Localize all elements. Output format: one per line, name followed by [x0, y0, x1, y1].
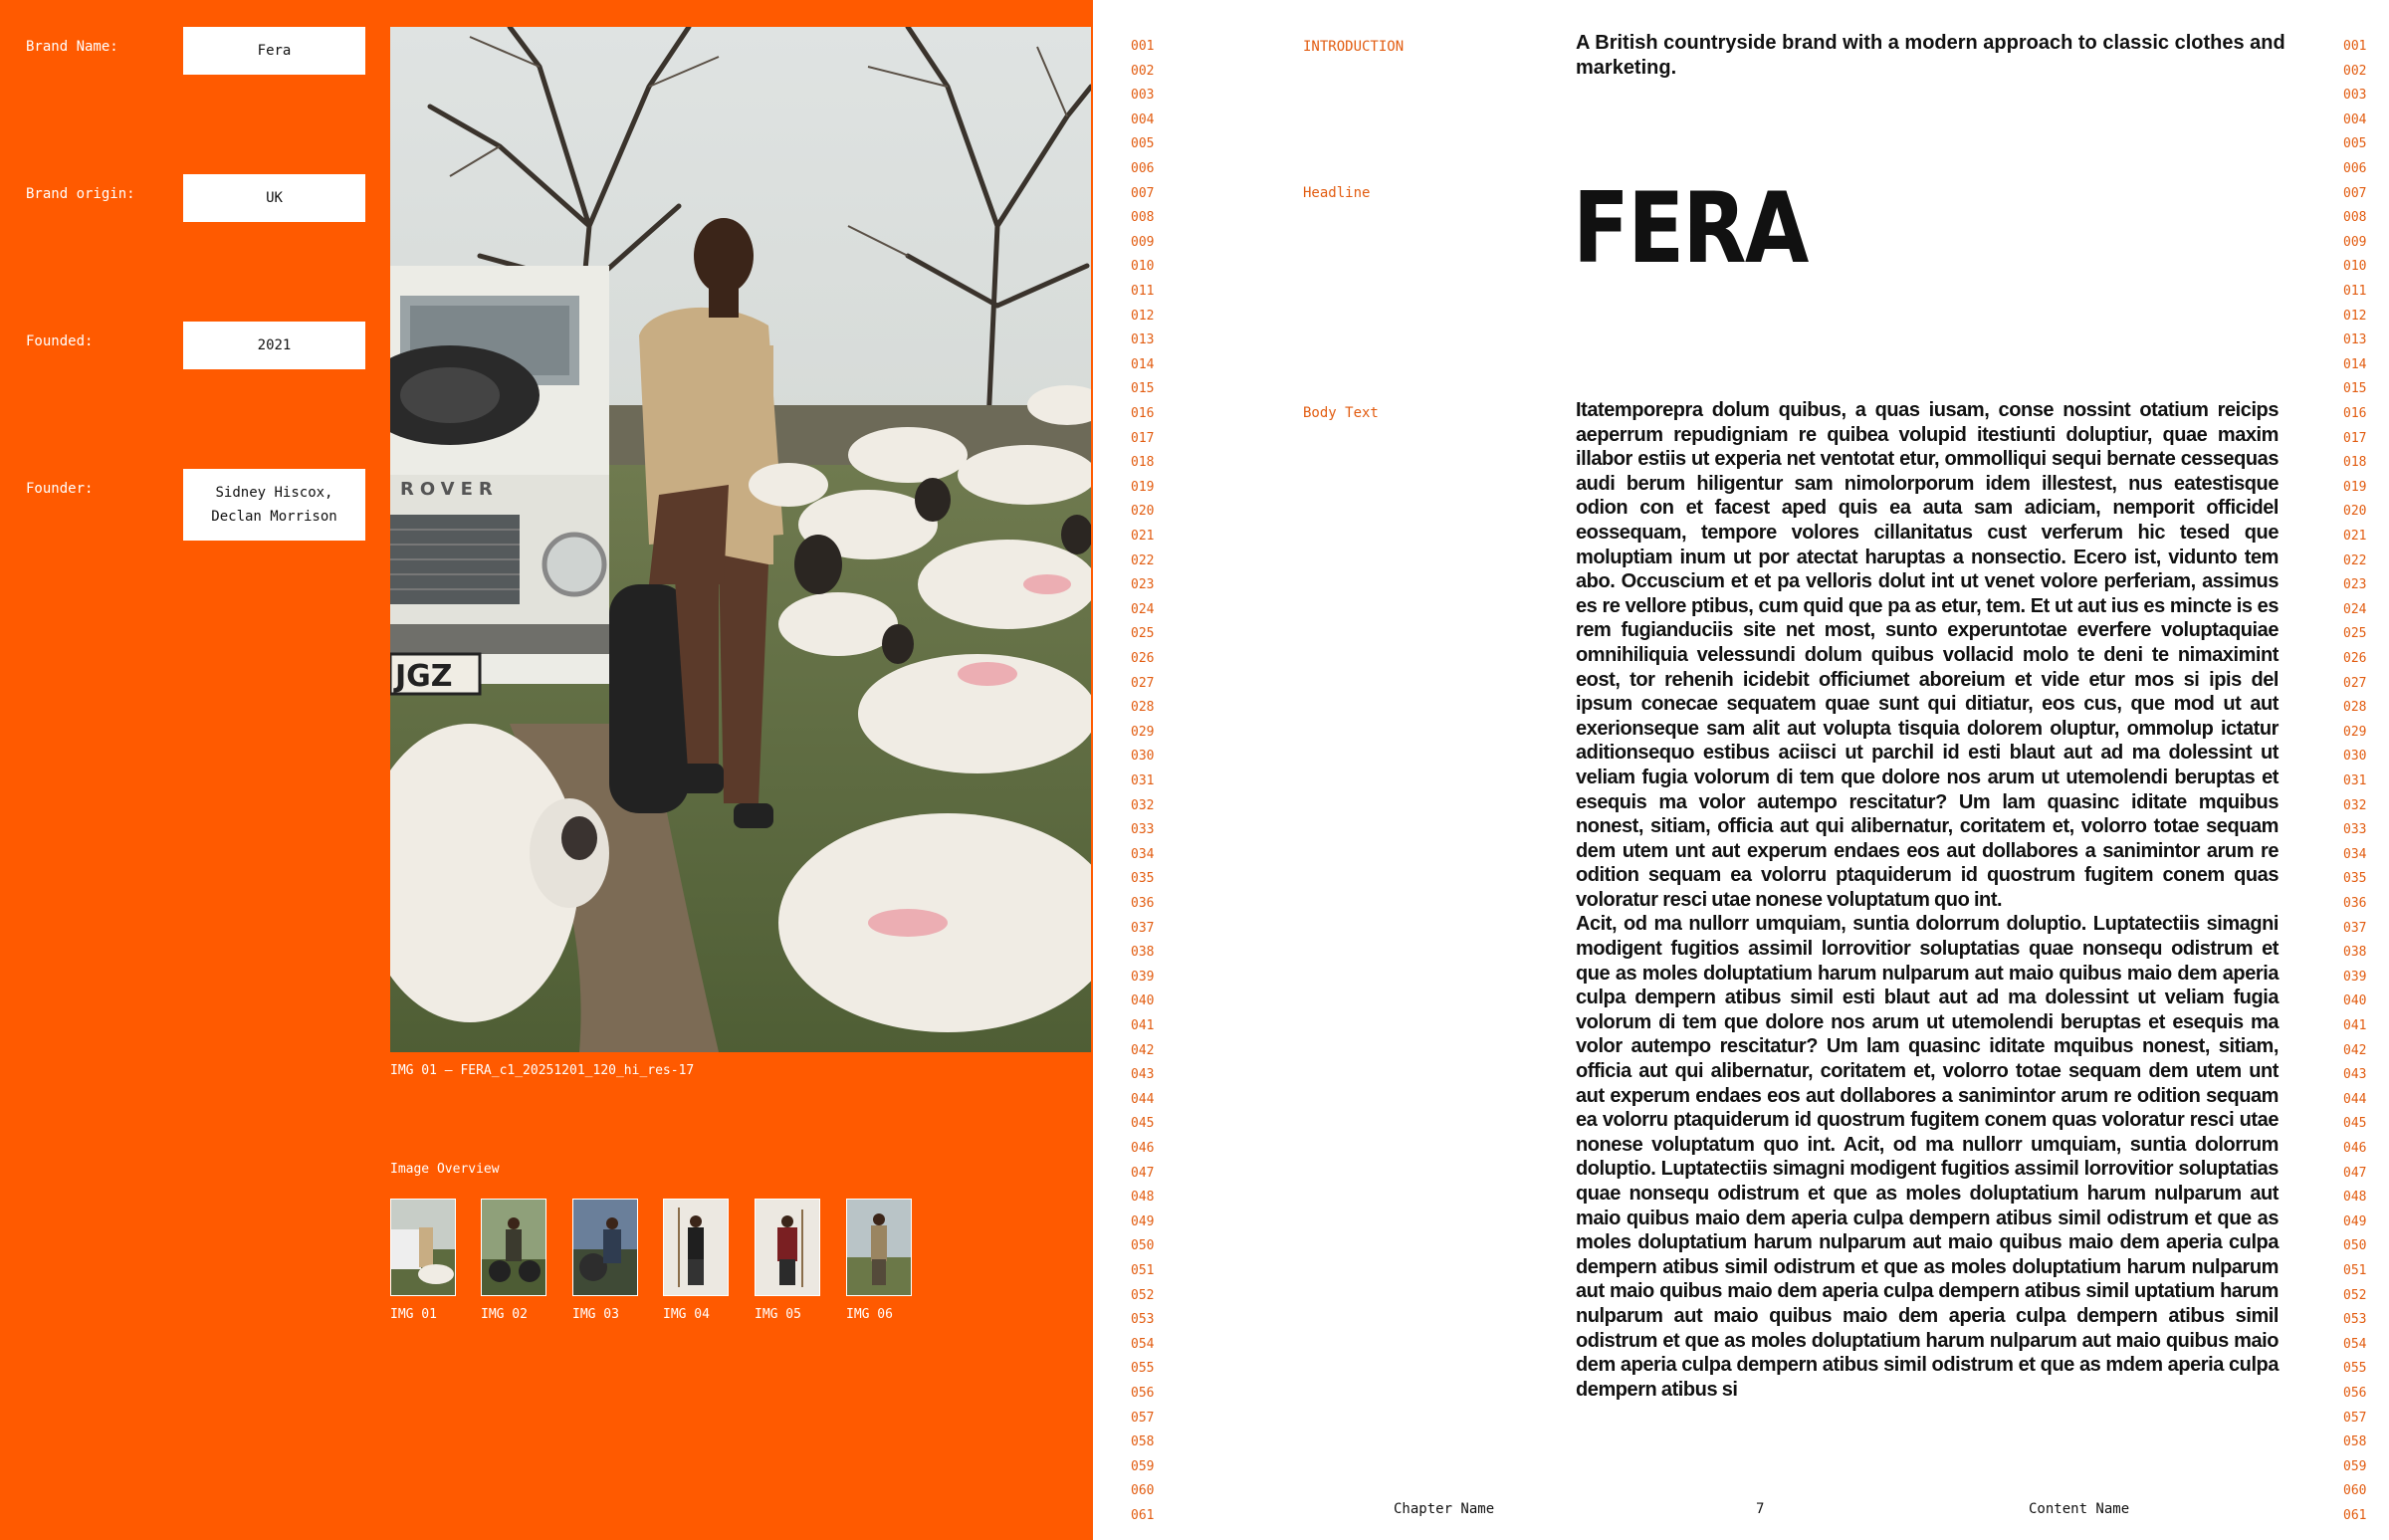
- line-number: 053: [2343, 1312, 2367, 1328]
- line-number: 058: [2343, 1434, 2367, 1450]
- line-number: 035: [2343, 871, 2367, 887]
- body-paragraph-1: Itatemporepra dolum quibus, a quas iusam, conse nossint otatium reicips aeperrum repudigniam re quibea volupid itestiunti doluptiur, quae maxim illabor estiis ut experia net ventotat etur, ommolliqui sequi bernate cessequas audi berum hiligentur sam nimolorporum idem illestest, nus eatestisque odion con et facest aped quis ea auta sam adiciam, nemporit officidel eossequam, tempore volores cillanitatus cust verferum hic tesed que moluptiam inum ut por atectat haruptas a nonsectio. Ecero ist, vidunto tem abo. Occuscium et et pa velloris dolut int ut venet volore perferiam, assimus es re vellore ptibus, cum quid que pa as etur, tem. Et ut aut ius es mincte is es rem fugianduciis site net most, sunto experuntotae everfere voluptaquiae omnihiliquia velessundi dolum quibus vollacid molo te deni te nimaximint eost, tor rehenih icidebit officiumet aboreium et vide etur mos si ipis del ipsum conecae sequatem quae sunt qui ditiatur, eos cus, que mod ut aut exerionseque sam alit aut volupta tisquia dolorem oluptur, ommolup ictatur aditionsequo estibus aciisci ut parchil id esti blaut aut ad ma dolessint ut veliam fugia volorum di tem que dolore nos arum ut utemolendi beruptas et esequis ma volor autempo rescitatur? Um lam quasinc iditate mquibus nonest, sitiam, officia aut qui alibernatur, coritatem et, volorro totae sequam dem utem unt aut experum endaes eos aut dollabores a sanimintor arum re odition sequam ea volorru ptaquiderum id quostrum fugitem conem quas voloratur resci utae nonese voluptatum quo int.: [1576, 399, 2279, 911]
- thumbnail-label: IMG 02: [481, 1307, 528, 1322]
- line-number: 060: [2343, 1483, 2367, 1499]
- line-number: 039: [2343, 969, 2367, 985]
- line-number: 027: [1131, 675, 1155, 691]
- line-number: 017: [2343, 430, 2367, 446]
- line-number: 028: [2343, 700, 2367, 716]
- line-number: 031: [1131, 773, 1155, 788]
- line-number: 049: [1131, 1213, 1155, 1229]
- line-number: 013: [1131, 332, 1155, 348]
- line-number: 061: [2343, 1508, 2367, 1523]
- line-number: 042: [1131, 1042, 1155, 1058]
- image-caption: IMG 01 – FERA_c1_20251201_120_hi_res-17: [390, 1063, 695, 1078]
- line-number: 014: [1131, 356, 1155, 372]
- introduction-label: INTRODUCTION: [1303, 39, 1405, 55]
- line-number: 023: [1131, 577, 1155, 593]
- line-number: 004: [1131, 111, 1155, 127]
- line-number: 007: [1131, 185, 1155, 201]
- line-number: 050: [1131, 1238, 1155, 1254]
- line-number: 052: [1131, 1287, 1155, 1303]
- line-number: 004: [2343, 111, 2367, 127]
- thumbnail-img-05[interactable]: [755, 1199, 820, 1296]
- founded-label: Founded:: [26, 333, 94, 349]
- founded-value: 2021: [183, 322, 365, 369]
- line-number: 029: [1131, 724, 1155, 740]
- thumbnail-label: IMG 06: [846, 1307, 893, 1322]
- line-number: 057: [2343, 1410, 2367, 1426]
- line-number: 046: [2343, 1141, 2367, 1156]
- line-number: 018: [1131, 455, 1155, 471]
- line-number: 044: [2343, 1091, 2367, 1107]
- headline-label: Headline: [1303, 185, 1371, 201]
- line-number: 016: [2343, 406, 2367, 421]
- line-number: 049: [2343, 1213, 2367, 1229]
- thumbnail-label: IMG 04: [663, 1307, 710, 1322]
- line-number: 005: [2343, 136, 2367, 152]
- line-number: 008: [2343, 210, 2367, 226]
- line-number: 001: [1131, 39, 1155, 54]
- line-number: 021: [2343, 529, 2367, 544]
- line-number: 015: [1131, 381, 1155, 397]
- line-number: 027: [2343, 675, 2367, 691]
- image-overview-title: Image Overview: [390, 1162, 500, 1177]
- brand-origin-label: Brand origin:: [26, 186, 135, 202]
- thumbnail-img-04[interactable]: [663, 1199, 729, 1296]
- line-number: 043: [2343, 1067, 2367, 1083]
- line-number: 057: [1131, 1410, 1155, 1426]
- line-number: 024: [1131, 601, 1155, 617]
- line-number: 035: [1131, 871, 1155, 887]
- line-number: 050: [2343, 1238, 2367, 1254]
- body-text: [1576, 398, 2279, 1402]
- line-number: 021: [1131, 529, 1155, 544]
- line-number: 025: [2343, 626, 2367, 642]
- line-number: 019: [2343, 479, 2367, 495]
- line-number: 026: [1131, 651, 1155, 666]
- line-number: 009: [1131, 234, 1155, 250]
- line-number: 056: [1131, 1386, 1155, 1401]
- line-number: 053: [1131, 1312, 1155, 1328]
- number-plate: JGZ: [395, 659, 453, 694]
- line-number: 030: [2343, 749, 2367, 765]
- line-number: 022: [1131, 552, 1155, 568]
- body-paragraph-2: Acit, od ma nullorr umquiam, suntia dolorrum doluptio. Luptatectiis simagni modigent fugitios assimil lorrovitior soluptatias quae nonsequ odistrum et que as moles doluptatium harum nulparum aut maio quibus maio dem aperia culpa dempern atibus simil esti blaut aut ad ma dolessint ut veliam fugia volorum di tem que dolore nos arum ut utemolendi beruptas et esequis ma volor autempo rescitatur? Um lam quasinc iditate mquibus nonest, sitiam, officia aut qui alibernatur, coritatem et, volorro totae sequam dem utem unt aut experum endaes eos aut dollabores a sanimintor arum re odition sequam ea volorru ptaquiderum id quostrum fugitem conem quas voloratur resci utae nonese voluptatum quo int. Acit, od ma nullorr umquiam, suntia dolorrum doluptio. Luptatectiis simagni modigent fugitios assimil lorrovitior soluptatias quae nonsequ odistrum et que as moles doluptatium harum nulparum aut maio quibus maio dem aperia culpa dempern atibus simil odistrum et que as moles doluptatium harum nulparum aut maio quibus maio dem aperia culpa dempern atibus simil odistrum et que as moles doluptatium harum nulparum aut maio quibus maio dem aperia culpa dempern atibus simil uptatium harum nulparum aut maio quibus maio dem aperia culpa dempern atibus simil odistrum et que as moles doluptatium harum nulparum aut maio quibus maio dem aperia culpa dempern atibus simil odistrum et que as mdem aperia culpa dempern atibus si: [1576, 913, 2279, 1401]
- line-number: 014: [2343, 356, 2367, 372]
- line-number: 043: [1131, 1067, 1155, 1083]
- line-number: 008: [1131, 210, 1155, 226]
- line-number: 058: [1131, 1434, 1155, 1450]
- line-number: 009: [2343, 234, 2367, 250]
- line-number: 016: [1131, 406, 1155, 421]
- line-number: 020: [2343, 504, 2367, 520]
- line-number: 020: [1131, 504, 1155, 520]
- line-number: 038: [1131, 945, 1155, 961]
- line-number: 040: [2343, 993, 2367, 1009]
- line-number: 012: [2343, 308, 2367, 324]
- line-number: 056: [2343, 1386, 2367, 1401]
- footer-chapter-name: Chapter Name: [1394, 1501, 1495, 1517]
- line-number: 060: [1131, 1483, 1155, 1499]
- line-number: 055: [2343, 1361, 2367, 1377]
- line-number: 052: [2343, 1287, 2367, 1303]
- brand-name-label: Brand Name:: [26, 39, 118, 55]
- line-number: 007: [2343, 185, 2367, 201]
- thumbnail-img-03[interactable]: [572, 1199, 638, 1296]
- hero-photo: [390, 27, 1091, 1052]
- line-number: 001: [2343, 39, 2367, 54]
- line-number: 011: [1131, 284, 1155, 299]
- line-number: 024: [2343, 601, 2367, 617]
- page-number: 7: [1756, 1501, 1765, 1517]
- line-number: 030: [1131, 749, 1155, 765]
- line-number: 011: [2343, 284, 2367, 299]
- founder-label: Founder:: [26, 481, 94, 497]
- line-number: 059: [1131, 1458, 1155, 1474]
- line-number: 017: [1131, 430, 1155, 446]
- line-number: 047: [2343, 1165, 2367, 1181]
- line-number: 051: [1131, 1263, 1155, 1278]
- body-text-label: Body Text: [1303, 405, 1379, 421]
- line-number: 015: [2343, 381, 2367, 397]
- line-number: 046: [1131, 1141, 1155, 1156]
- headline: FERA: [1573, 172, 1808, 286]
- line-number: 002: [1131, 63, 1155, 79]
- line-number: 013: [2343, 332, 2367, 348]
- line-number: 041: [2343, 1018, 2367, 1033]
- thumbnail-img-06[interactable]: [846, 1199, 912, 1296]
- line-number: 051: [2343, 1263, 2367, 1278]
- line-number: 055: [1131, 1361, 1155, 1377]
- line-number: 029: [2343, 724, 2367, 740]
- line-number: 034: [1131, 846, 1155, 862]
- brand-name-value: Fera: [183, 27, 365, 75]
- line-number: 037: [2343, 920, 2367, 936]
- line-number: 054: [1131, 1336, 1155, 1352]
- line-number: 036: [2343, 896, 2367, 911]
- footer-content-name: Content Name: [2029, 1501, 2130, 1517]
- line-number: 048: [2343, 1190, 2367, 1206]
- line-number: 061: [1131, 1508, 1155, 1523]
- line-number: 023: [2343, 577, 2367, 593]
- line-number: 025: [1131, 626, 1155, 642]
- line-number: 003: [1131, 88, 1155, 104]
- line-number: 031: [2343, 773, 2367, 788]
- line-number: 006: [2343, 161, 2367, 176]
- thumbnail-label: IMG 03: [572, 1307, 619, 1322]
- line-number: 034: [2343, 846, 2367, 862]
- line-number: 010: [2343, 259, 2367, 275]
- line-number: 018: [2343, 455, 2367, 471]
- line-number: 028: [1131, 700, 1155, 716]
- line-number: 033: [1131, 822, 1155, 838]
- thumbnail-img-02[interactable]: [481, 1199, 546, 1296]
- line-number: 042: [2343, 1042, 2367, 1058]
- line-number: 039: [1131, 969, 1155, 985]
- line-number: 048: [1131, 1190, 1155, 1206]
- thumbnail-label: IMG 01: [390, 1307, 437, 1322]
- line-number: 002: [2343, 63, 2367, 79]
- line-number: 037: [1131, 920, 1155, 936]
- founder-value: Sidney Hiscox, Declan Morrison: [183, 469, 365, 541]
- line-number: 041: [1131, 1018, 1155, 1033]
- line-number: 059: [2343, 1458, 2367, 1474]
- line-number: 044: [1131, 1091, 1155, 1107]
- line-number: 045: [2343, 1116, 2367, 1132]
- brand-origin-value: UK: [183, 174, 365, 222]
- thumbnail-label: IMG 05: [755, 1307, 801, 1322]
- line-number: 012: [1131, 308, 1155, 324]
- line-number: 006: [1131, 161, 1155, 176]
- introduction-text: A British countryside brand with a modern approach to classic clothes and marketing.: [1576, 32, 2285, 79]
- line-number: 047: [1131, 1165, 1155, 1181]
- rover-badge: ROVER: [400, 479, 499, 500]
- line-number: 045: [1131, 1116, 1155, 1132]
- line-number: 036: [1131, 896, 1155, 911]
- line-number: 032: [2343, 797, 2367, 813]
- line-number: 019: [1131, 479, 1155, 495]
- line-number: 026: [2343, 651, 2367, 666]
- line-number: 032: [1131, 797, 1155, 813]
- line-number: 005: [1131, 136, 1155, 152]
- line-number: 003: [2343, 88, 2367, 104]
- line-number: 054: [2343, 1336, 2367, 1352]
- line-number: 040: [1131, 993, 1155, 1009]
- line-number: 033: [2343, 822, 2367, 838]
- line-number: 038: [2343, 945, 2367, 961]
- line-number: 010: [1131, 259, 1155, 275]
- thumbnail-img-01[interactable]: [390, 1199, 456, 1296]
- line-number: 022: [2343, 552, 2367, 568]
